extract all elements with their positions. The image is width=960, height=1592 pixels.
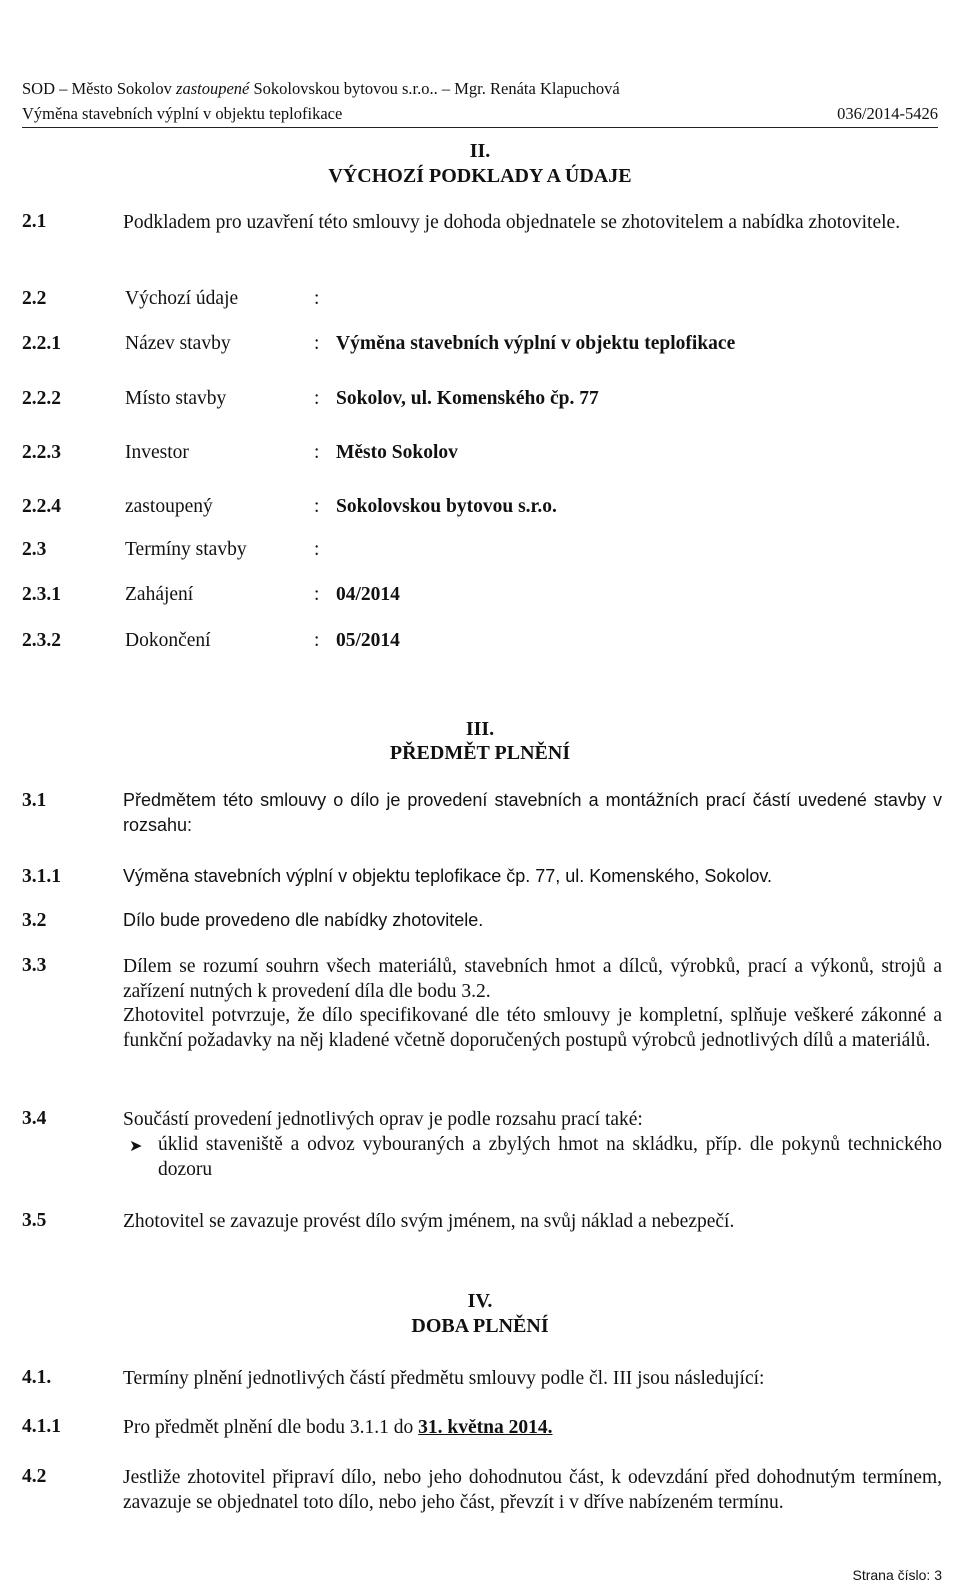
header-line-2: [22, 104, 938, 124]
para-3-1-number: 3.1: [22, 790, 47, 811]
detail-label: Zahájení: [125, 584, 194, 605]
para-3-5-text: Zhotovitel se zavazuje provést dílo svým jménem, na svůj náklad a nebezpečí.: [123, 1211, 735, 1232]
detail-label: Dokončení: [125, 630, 211, 651]
header-project: Výměna stavebních výplní v objektu teplofikace: [22, 104, 343, 123]
header-italic: zastoupené: [176, 79, 250, 98]
detail-label: zastoupený: [125, 496, 213, 517]
header-text: SOD – Město Sokolov: [22, 79, 177, 98]
detail-colon: :: [314, 496, 320, 517]
detail-colon: :: [314, 539, 320, 560]
para-3-1-1-number: 3.1.1: [22, 866, 61, 887]
section-4-number: IV.: [467, 1290, 493, 1312]
detail-value: Sokolov, ul. Komenského čp. 77: [336, 388, 599, 409]
detail-colon: :: [314, 388, 320, 409]
para-3-3-number: 3.3: [22, 955, 47, 976]
header-text-2: Sokolovskou bytovou s.r.o.. – Mgr. Renáta Klapuchová: [249, 79, 620, 98]
detail-value: Sokolovskou bytovou s.r.o.: [336, 496, 557, 517]
detail-colon: :: [314, 584, 320, 605]
section-2-title: VÝCHOZÍ PODKLADY A ÚDAJE: [328, 165, 632, 187]
page-number: Strana číslo: 3: [852, 1567, 942, 1583]
para-3-2-number: 3.2: [22, 910, 47, 931]
para-4-2-number: 4.2: [22, 1466, 47, 1487]
detail-value: 05/2014: [336, 630, 400, 651]
section-3-number: III.: [465, 718, 495, 740]
detail-number: 2.3.1: [22, 584, 61, 605]
detail-label: Investor: [125, 442, 189, 463]
detail-number: 2.2.3: [22, 442, 61, 463]
para-3-3-sentence-2: Zhotovitel potvrzuje, že dílo specifikované dle této smlouvy je kompletní, splňuje veškeré zákonné a funkční požadavky na něj kladené včetně doporučených postupů výrobců jednotlivých dílů a materiálů.: [123, 1005, 942, 1051]
detail-label: Termíny stavby: [125, 539, 247, 560]
para-4-1-1-number: 4.1.1: [22, 1416, 61, 1437]
detail-value: Výměna stavebních výplní v objektu teplofikace: [336, 333, 736, 354]
para-3-4-text: Součástí provedení jednotlivých oprav je podle rozsahu prací také:: [123, 1109, 643, 1130]
detail-value: Město Sokolov: [336, 442, 458, 463]
section-4-title: DOBA PLNĚNÍ: [411, 1315, 549, 1337]
detail-label: Název stavby: [125, 333, 231, 354]
header-rule: [22, 127, 938, 128]
para-3-4-bullet-text: úklid staveniště a odvoz vybouraných a zbylých hmot na skládku, příp. dle pokynů technického dozoru: [158, 1134, 942, 1180]
para-4-1-1-text: [123, 1416, 942, 1441]
detail-number: 2.2.1: [22, 333, 61, 354]
para-2-1-number: 2.1: [22, 211, 47, 232]
detail-colon: :: [314, 288, 320, 309]
deadline-date: 31. května 2014.: [418, 1417, 553, 1438]
section-3-title: PŘEDMĚT PLNĚNÍ: [389, 742, 571, 764]
arrow-bullet-icon: ➤: [129, 1138, 143, 1155]
detail-colon: :: [314, 630, 320, 651]
detail-number: 2.2.4: [22, 496, 61, 517]
detail-number: 2.3: [22, 539, 47, 560]
detail-number: 2.3.2: [22, 630, 61, 651]
para-2-1-text: Podkladem pro uzavření této smlouvy je dohoda objednatele se zhotovitelem a nabídka zhotovitele.: [123, 212, 901, 233]
para-4-1-1-lead: Pro předmět plnění dle bodu 3.1.1 do: [123, 1417, 419, 1438]
detail-colon: :: [314, 442, 320, 463]
para-3-1-text: Předmětem této smlouvy o dílo je provedení stavebních a montážních prací částí uvedené stavby v rozsahu:: [123, 790, 942, 835]
detail-number: 2.2.2: [22, 388, 61, 409]
para-3-1-1-text: Výměna stavebních výplní v objektu teplofikace čp. 77, ul. Komenského, Sokolov.: [123, 866, 773, 886]
header-contract-number: 036/2014-5426: [837, 104, 938, 123]
para-4-1-text: Termíny plnění jednotlivých částí předmětu smlouvy podle čl. III jsou následující:: [123, 1368, 765, 1389]
para-3-3-sentence-1: Dílem se rozumí souhrn všech materiálů, stavebních hmot a dílců, výrobků, prací a výkonů, strojů a zařízení nutných k provedení díla dle bodu 3.2.: [123, 956, 942, 1002]
detail-label: Místo stavby: [125, 388, 227, 409]
section-2-number: II.: [469, 140, 491, 162]
detail-value: 04/2014: [336, 584, 400, 605]
para-3-4-number: 3.4: [22, 1108, 47, 1129]
para-3-3-text: [123, 955, 942, 1053]
para-3-2-text: Dílo bude provedeno dle nabídky zhotovitele.: [123, 910, 484, 930]
header-line-1: [22, 79, 938, 99]
para-4-2-text: Jestliže zhotovitel připraví dílo, nebo jeho dohodnutou část, k odevzdání před dohodnutým termínem, zavazuje se objednatel toto dílo, nebo jeho část, převzít i v dříve nabízeném termínu.: [123, 1467, 942, 1513]
para-4-1-number: 4.1.: [22, 1367, 52, 1388]
detail-label: Výchozí údaje: [125, 288, 239, 309]
detail-colon: :: [314, 333, 320, 354]
para-3-5-number: 3.5: [22, 1210, 47, 1231]
detail-number: 2.2: [22, 288, 47, 309]
